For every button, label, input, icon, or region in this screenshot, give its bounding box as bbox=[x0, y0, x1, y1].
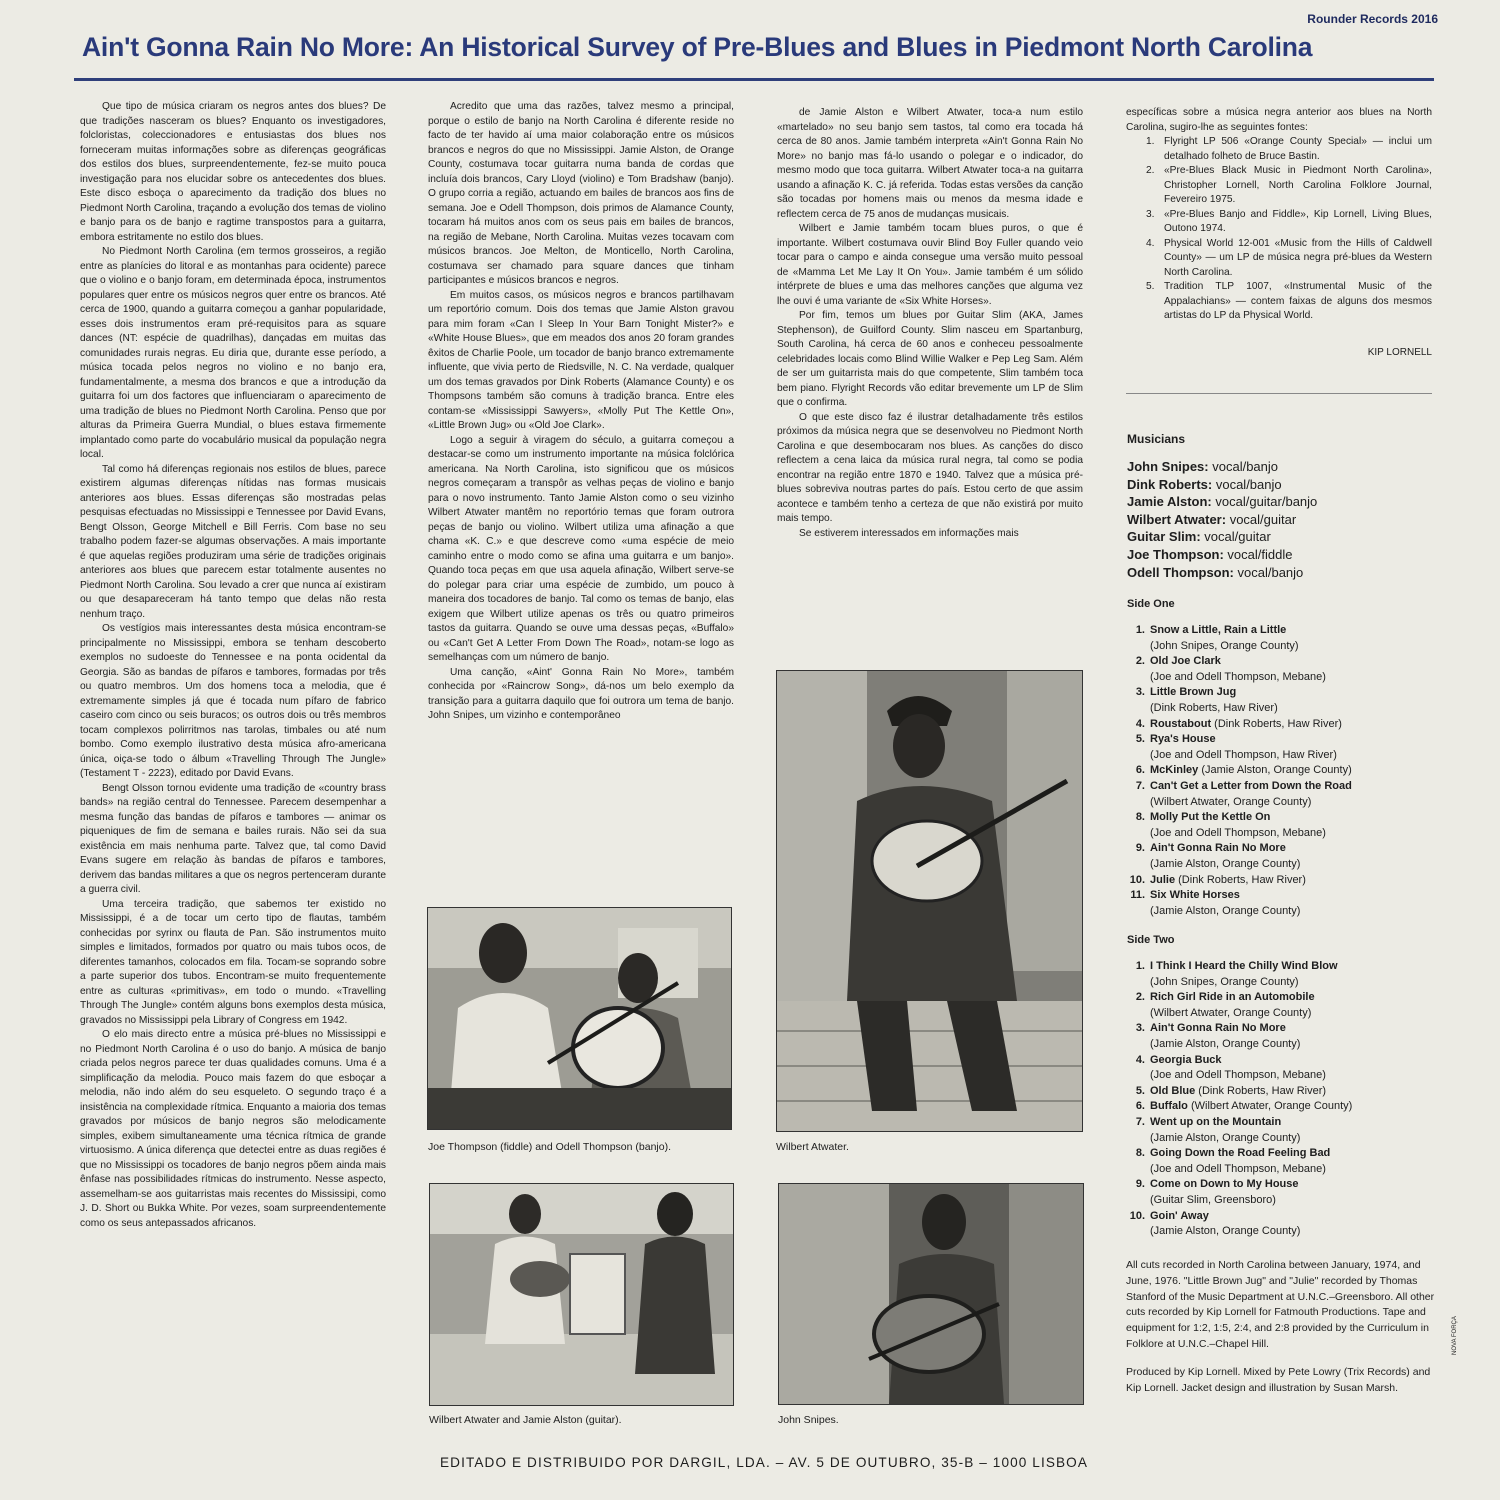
photo-atwater-alston bbox=[429, 1183, 734, 1406]
footer-distributor: EDITADO E DISTRIBUIDO POR DARGIL, LDA. – AV. 5 DE OUTUBRO, 35-B – 1000 LISBOA bbox=[440, 1455, 1089, 1470]
track-artist: (Dink Roberts, Haw River) bbox=[1214, 717, 1342, 730]
track-item bbox=[1127, 732, 1352, 763]
signature: KIP LORNELL bbox=[1367, 346, 1432, 358]
track-number: 9. bbox=[1135, 1178, 1145, 1191]
musicians-heading: Musicians bbox=[1127, 432, 1186, 446]
track-number: 1. bbox=[1135, 624, 1145, 636]
track-item bbox=[1127, 1053, 1352, 1084]
track-item bbox=[1127, 779, 1352, 810]
musician-row bbox=[1127, 528, 1317, 546]
track-number: 3. bbox=[1135, 1022, 1145, 1035]
track-item bbox=[1127, 873, 1352, 889]
track-artist: (Wilbert Atwater, Orange County) bbox=[1150, 795, 1312, 808]
track-title: Little Brown Jug bbox=[1150, 686, 1237, 699]
musician-row bbox=[1127, 493, 1317, 511]
track-artist: (Dink Roberts, Haw River) bbox=[1150, 701, 1278, 714]
track-number: 6. bbox=[1135, 764, 1145, 777]
musician-name: Odell Thompson: bbox=[1127, 564, 1234, 580]
side-one-tracks bbox=[1127, 623, 1352, 919]
catalog-number: Rounder Records 2016 bbox=[1307, 12, 1438, 26]
track-title: Ain't Gonna Rain No More bbox=[1150, 1022, 1286, 1035]
musician-name: Jamie Alston: bbox=[1127, 494, 1212, 510]
musician-row bbox=[1127, 511, 1317, 529]
track-title: Goin' Away bbox=[1150, 1209, 1209, 1222]
credits bbox=[1126, 1258, 1436, 1408]
paragraph: Bengt Olsson tornou evidente uma tradição de «country brass bands» na região central do Tennessee. Parecem desempenhar a mesma função das bandas de pífaros e tambores — animar os piqueniques de fim de semana e bailes rurais. Não sei da sua existência em mais nenhuma parte. Talvez que, tal como David Evans sugere em relação às bandas de pífaros e tambores, derivem das bandas militares a que os negros pertenceram durante a guerra civil. bbox=[80, 782, 386, 895]
musician-row bbox=[1127, 458, 1317, 476]
track-artist: (John Snipes, Orange County) bbox=[1150, 639, 1299, 652]
track-item bbox=[1127, 1084, 1352, 1100]
track-item bbox=[1127, 685, 1352, 716]
musician-name: Dink Roberts: bbox=[1127, 476, 1213, 492]
track-title: Julie bbox=[1150, 873, 1176, 886]
musician-row bbox=[1127, 476, 1317, 494]
musician-role: vocal/banjo bbox=[1233, 564, 1304, 580]
musician-role: vocal/fiddle bbox=[1223, 546, 1293, 562]
track-item bbox=[1127, 810, 1352, 841]
track-artist: (Jamie Alston, Orange County) bbox=[1150, 1225, 1301, 1238]
source-text: «Pre-Blues Banjo and Fiddle», Kip Lornell, Living Blues, Outono 1974. bbox=[1164, 208, 1432, 234]
track-title: Going Down the Road Feeling Bad bbox=[1150, 1147, 1331, 1160]
track-item bbox=[1127, 1021, 1352, 1052]
track-artist: (Joe and Odell Thompson, Haw River) bbox=[1150, 748, 1337, 761]
track-number: 8. bbox=[1135, 811, 1145, 824]
musician-role: vocal/guitar bbox=[1226, 511, 1297, 527]
paragraph: Acredito que uma das razões, talvez mesmo a principal, porque o estilo de banjo na North Carolina é diferente reside no facto de ter havido aí uma maior colaboração entre os músicos brancos e negros do que no Mississippi. Jamie Alston, de Orange County, costumava tocar guitarra numa banda de cordas que incluía dois brancos, Cary Lloyd (violino) e Tom Bradshaw (banjo). O grupo corria a região, actuando em bailes de brancos aos fins de semana. Joe e Odell Thompson, dois primos de Alamance County, tocaram há muitos anos com os seus pais em bailes de brancos, na região de Mebane, North Carolina. Muitas vezes tocavam com músicos brancos. Joe Melton, de Monticello, North Carolina, costumava ser chamado para square dances que tinham participantes e músicos brancos e negros. bbox=[428, 101, 734, 286]
photo-caption-atwater-alston: Wilbert Atwater and Jamie Alston (guitar). bbox=[429, 1414, 622, 1426]
track-number: 2. bbox=[1135, 655, 1145, 668]
track-item bbox=[1127, 763, 1352, 779]
photo-thompsons bbox=[427, 907, 732, 1130]
section-divider bbox=[1126, 393, 1432, 394]
track-title: I Think I Heard the Chilly Wind Blow bbox=[1150, 960, 1338, 972]
source-text: Flyright LP 506 «Orange County Special» — inclui um detalhado folheto de Bruce Bastin. bbox=[1164, 136, 1432, 162]
track-number: 10. bbox=[1129, 1209, 1145, 1222]
track-title: Can't Get a Letter from Down the Road bbox=[1150, 779, 1352, 792]
track-title: Old Joe Clark bbox=[1150, 655, 1221, 668]
track-number: 11. bbox=[1130, 889, 1145, 902]
musician-row bbox=[1127, 546, 1317, 564]
paragraph: Tal como há diferenças regionais nos estilos de blues, parece existirem algumas diferenças nítidas nas formas musicais anteriores aos blues. Essas diferenças são mostradas pelas pesquisas efectuadas no Mississippi e Tennessee por David Evans, Bengt Olsson, George Mitchell e Bill Ferris. Com base no seu trabalho podem fazer-se algumas observações. A mais importante é que aquelas regiões produziram uma série de tradições originais anteriores aos blues que parecem estar totalmente ausentes no Piedmont North Carolina. Sou levado a crer que nunca aí existiram ou que desapareceram há tanto tempo que delas não resta nenhum traço. bbox=[80, 463, 386, 620]
source-text: Physical World 12-001 «Music from the Hills of Caldwell County» — um LP de música negra pré-blues da Western North Carolina. bbox=[1164, 237, 1432, 278]
sources-list bbox=[1126, 135, 1432, 324]
side-two-tracks bbox=[1127, 959, 1352, 1240]
source-item bbox=[1146, 164, 1432, 208]
source-item bbox=[1146, 135, 1432, 164]
track-item bbox=[1127, 1099, 1352, 1115]
musician-role: vocal/banjo bbox=[1208, 459, 1279, 474]
track-artist: (Jamie Alston, Orange County) bbox=[1150, 857, 1301, 870]
track-artist: (Jamie Alston, Orange County) bbox=[1201, 764, 1352, 777]
paragraph: Em muitos casos, os músicos negros e brancos partilhavam um reportório comum. Dois dos temas que Jamie Alston gravou para mim foram «Can I Sleep In Your Barn Tonight Mister?» e «White House Blues», que em meados dos anos 20 foram grandes êxitos de Charlie Poole, um tocador de banjo branco extremamente influente, que vivia perto de Riedsville, N. C. Na verdade, qualquer um dos temas gravados por Dink Roberts (Alamance County) e os Thompsons também são comuns à tradição branca. Entre eles contam-se «Mississippi Sawyers», «Molly Put The Kettle On», «Little Brown Jug» ou «Old Joe Clark». bbox=[428, 289, 734, 431]
source-number: 5. bbox=[1146, 281, 1155, 292]
title-rule bbox=[74, 78, 1434, 81]
track-number: 7. bbox=[1135, 1115, 1145, 1128]
track-item bbox=[1127, 1209, 1352, 1240]
paragraph: O elo mais directo entre a música pré-blues no Mississippi e no Piedmont North Carolina é o uso do banjo. A música de banjo criada pelos negros parece ter duas qualidades comuns. Uma é a simplificação da melodia. Pouco mais fazem do que esboçar a melodia, não indo além do seu esqueleto. O segundo traço é a insistência na complexidade rítmica. Enquanto a maioria dos temas gravados por músicos de banjo negros são melodicamente simples, exibem simultaneamente uma técnica rítmica de grande virtuosismo. A única diferença que detectei entre as duas regiões é que no Mississippi os tocadores de banjo negros põem ainda mais ênfase nas possibilidades rítmicas do instrumento. Nesse aspecto, assemelham-se aos guitarristas mais recentes do Mississipi, como J. D. Short ou Bukka White. Por vezes, soam surpreendentemente como os seus antepassados africanos. bbox=[80, 1029, 386, 1229]
track-item bbox=[1127, 717, 1352, 733]
track-title: Snow a Little, Rain a Little bbox=[1150, 624, 1287, 636]
text-column-3 bbox=[777, 106, 1083, 541]
source-number: 3. bbox=[1146, 208, 1155, 220]
track-artist: (Joe and Odell Thompson, Mebane) bbox=[1150, 826, 1326, 839]
track-number: 2. bbox=[1135, 991, 1145, 1004]
credits-paragraph: All cuts recorded in North Carolina between January, 1974, and June, 1976. "Little Brown Jug" and "Julie" recorded by Thomas Stanford of the Music Department at U.N.C.–Greensboro. All other cuts recorded by Kip Lornell for Fatmouth Productions. Tape and equipment for 1:2, 1:5, 2:4, and 2:8 provided by the Curriculum in Folklore at U.N.C.–Chapel Hill. bbox=[1126, 1259, 1435, 1350]
side-stamp: NOVA FORÇA bbox=[1452, 1316, 1458, 1355]
track-number: 9. bbox=[1135, 842, 1145, 855]
track-item bbox=[1127, 1146, 1352, 1177]
track-artist: (Jamie Alston, Orange County) bbox=[1150, 1131, 1301, 1144]
track-number: 4. bbox=[1135, 717, 1145, 730]
source-number: 1. bbox=[1146, 136, 1155, 147]
track-title: Georgia Buck bbox=[1150, 1053, 1222, 1066]
paragraph: O que este disco faz é ilustrar detalhadamente três estilos próximos da música negra que se desenvolveu no Piedmont North Carolina e que desembocaram nos blues. As canções do disco reflectem a cena laica da música rural negra, tal como se podia encontrar na região entre 1870 e 1940. Talvez que a música pré-blues sobreviva noutras partes do país. Estou certo de que assim acontece e também tenho a certeza de que não existirá por muito mais tempo. bbox=[777, 411, 1083, 524]
track-title: Come on Down to My House bbox=[1150, 1178, 1299, 1191]
photo-john-snipes bbox=[778, 1183, 1084, 1405]
track-number: 4. bbox=[1135, 1053, 1145, 1066]
track-number: 1. bbox=[1135, 960, 1145, 972]
track-number: 5. bbox=[1135, 1084, 1145, 1097]
page-title: Ain't Gonna Rain No More: An Historical Survey of Pre-Blues and Blues in Piedmont North Carolina bbox=[82, 32, 1313, 62]
track-title: Ain't Gonna Rain No More bbox=[1150, 842, 1286, 855]
track-artist: (Jamie Alston, Orange County) bbox=[1150, 1037, 1301, 1050]
paragraph: Logo a seguir à viragem do século, a guitarra começou a destacar-se como um instrumento importante na música folclórica americana. Na North Carolina, isto significou que os músicos negros começaram a transpôr as velhas peças de violino e banjo para o novo instrumento. Tanto Jamie Alston como o seu vizinho Wilbert Atwater mantêm no reportório temas que foram outrora peças de banjo ou violino. Wilbert utiliza uma afinação a que chama «K. C.» e que descreve como «uma espécie de meio caminho entre o modo como se afina uma guitarra e um banjo». Quando toca peças em que usa aquela afinação, Wilbert serve-se do polegar para criar uma espécie de zumbido, um pouco à maneira dos tocadores de banjo. Tal como os temas de banjo, elas exigem que Wilbert utilize apenas os três ou quatro primeiros tastos da guitarra. Quando se ouve uma dessas peças, «Buffalo» ou «Can't Get A Letter From Down The Road», notam-se logo as semelhanças com um número de banjo. bbox=[428, 434, 734, 663]
track-artist: (Dink Roberts, Haw River) bbox=[1178, 873, 1306, 886]
paragraph: Uma terceira tradição, que sabemos ter existido no Mississippi, é a de tocar um certo tipo de flautas, também conhecidas por syrinx ou flauta de Pan. São instrumentos muito simples e limitados, formados por quatro ou mais tubos ocos, de diferentes tamanhos, colocados em fila. Tocam-se soprando sobre a parte superior dos tubos. Encontram-se muito frequentemente entre as culturas «primitivas», em todo o mundo. «Travelling Through The Jungle» contém alguns bons exemplos desta música, gravados no Mississippi pela Library of Congress em 1942. bbox=[80, 898, 386, 1026]
track-number: 10. bbox=[1129, 873, 1145, 886]
source-number: 4. bbox=[1146, 237, 1155, 249]
track-title: Six White Horses bbox=[1150, 889, 1240, 902]
musician-name: Joe Thompson: bbox=[1127, 546, 1224, 562]
track-item bbox=[1127, 990, 1352, 1021]
track-item bbox=[1127, 1115, 1352, 1146]
track-number: 3. bbox=[1135, 686, 1145, 699]
track-item bbox=[1127, 654, 1352, 685]
paragraph: Uma canção, «Aint' Gonna Rain No More», também conhecida por «Raincrow Song», dá-nos um belo exemplo da transição para a guitarra daquilo que foi outrora um tema de banjo. John Snipes, um vizinho e contemporâneo bbox=[428, 666, 734, 721]
track-artist: (Jamie Alston, Orange County) bbox=[1150, 904, 1301, 917]
musicians-list bbox=[1127, 458, 1317, 581]
track-artist: (Wilbert Atwater, Orange County) bbox=[1190, 1100, 1353, 1113]
track-number: 7. bbox=[1135, 779, 1145, 792]
track-artist: (John Snipes, Orange County) bbox=[1150, 975, 1299, 988]
track-title: Buffalo bbox=[1150, 1100, 1188, 1113]
musician-name: John Snipes: bbox=[1127, 459, 1209, 474]
track-number: 8. bbox=[1135, 1147, 1145, 1160]
track-title: McKinley bbox=[1150, 764, 1199, 777]
track-title: Rya's House bbox=[1150, 733, 1216, 746]
track-number: 5. bbox=[1135, 733, 1145, 746]
track-title: Rich Girl Ride in an Automobile bbox=[1150, 991, 1315, 1004]
track-artist: (Joe and Odell Thompson, Mebane) bbox=[1150, 670, 1326, 683]
photo-caption-atwater: Wilbert Atwater. bbox=[776, 1141, 849, 1153]
track-item bbox=[1127, 841, 1352, 872]
track-artist: (Wilbert Atwater, Orange County) bbox=[1150, 1006, 1312, 1019]
track-item bbox=[1127, 888, 1352, 919]
source-text: «Pre-Blues Black Music in Piedmont North Carolina», Christopher Lornell, North Carolina Folklore Journal, Fevereiro 1975. bbox=[1164, 165, 1432, 205]
text-column-4 bbox=[1126, 106, 1432, 360]
credits-paragraph: Produced by Kip Lornell. Mixed by Pete Lowry (Trix Records) and Kip Lornell. Jacket design and illustration by Susan Marsh. bbox=[1126, 1365, 1431, 1394]
source-text: Tradition TLP 1007, «Instrumental Music of the Appalachians» — contem faixas de alguns dos mesmos artistas do LP da Physical World. bbox=[1164, 281, 1432, 321]
paragraph: Wilbert e Jamie também tocam blues puros, o que é importante. Wilbert costumava ouvir Blind Boy Fuller quando veio tocar para o campo e ainda consegue uma versão muito pessoal de «Mamma Let Me Lay It On You». Jamie também é um sólido intérprete de blues e uma das melhores canções que alguma vez lhe ouvi é uma variante de «Six White Horses». bbox=[777, 223, 1083, 307]
track-number: 6. bbox=[1135, 1100, 1145, 1113]
track-title: Roustabout bbox=[1150, 717, 1212, 730]
track-item bbox=[1127, 1177, 1352, 1208]
source-number: 2. bbox=[1146, 165, 1155, 176]
paragraph: Se estiverem interessados em informações mais bbox=[799, 527, 1019, 539]
track-item bbox=[1127, 623, 1352, 654]
track-artist: (Joe and Odell Thompson, Mebane) bbox=[1150, 1162, 1326, 1175]
track-artist: (Dink Roberts, Haw River) bbox=[1198, 1084, 1327, 1097]
paragraph: Por fim, temos um blues por Guitar Slim (AKA, James Stephenson), de Guilford County. Slim nasceu em Spartanburg, South Carolina, há cerca de 60 anos e conheceu pessoalmente celebridades locais como Blind Willie Walker e Pep Leg Sam. Além de ser um guitarrista mais do que competente, Slim também toca bem piano. Flyright Records vão editar brevemente um LP de Slim que o confirma. bbox=[777, 310, 1083, 408]
musician-role: vocal/guitar/banjo bbox=[1211, 494, 1318, 510]
track-title: Molly Put the Kettle On bbox=[1150, 811, 1271, 824]
text-column-2 bbox=[428, 100, 734, 724]
track-title: Went up on the Mountain bbox=[1150, 1115, 1282, 1128]
musician-name: Guitar Slim: bbox=[1127, 529, 1201, 545]
source-item bbox=[1146, 280, 1432, 324]
track-title: Old Blue bbox=[1150, 1084, 1196, 1097]
photo-wilbert-atwater bbox=[776, 670, 1083, 1132]
sources-intro: específicas sobre a música negra anterior aos blues na North Carolina, sugiro-lhe as seguintes fontes: bbox=[1126, 107, 1432, 133]
source-item bbox=[1146, 237, 1432, 281]
track-artist: (Joe and Odell Thompson, Mebane) bbox=[1150, 1069, 1326, 1082]
text-column-1 bbox=[80, 100, 386, 1231]
paragraph: de Jamie Alston e Wilbert Atwater, toca-a num estilo «martelado» no seu banjo sem tastos, tal como era tocada há cerca de 80 anos. Jamie também interpreta «Ain't Gonna Rain No More» no banjo mas fá-lo usando o polegar e o indicador, do mesmo modo que toca guitarra. Wilbert Atwater toca-a na guitarra usando a afinação K. C. já referida. Todas estas versões da canção são tocadas por homens mais ou menos da mesma idade e reflectem cerca de 75 anos de mudanças musicais. bbox=[777, 107, 1083, 220]
photo-caption-snipes: John Snipes. bbox=[778, 1414, 839, 1426]
paragraph: Que tipo de música criaram os negros antes dos blues? De que tradições nasceram os blues? Enquanto os investigadores, folcloristas, coleccionadores e entusiastas dos blues nos forneceram muitas informações sobre as diferenças geográficas dos estilos dos blues, surpreendentemente, fez-se muito pouca investigação para nos elucidar sobre os antecedentes dos blues. Este disco esboça o aparecimento da tradição dos blues no Piedmont North Carolina, traçando a evolução dos temas de violino e banjo para os de banjo e ragtime transpostos para a guitarra, embora estritamente no estilo dos blues. bbox=[80, 101, 386, 243]
track-artist: (Guitar Slim, Greensboro) bbox=[1150, 1193, 1276, 1206]
musician-role: vocal/banjo bbox=[1212, 476, 1282, 492]
musician-row bbox=[1127, 564, 1317, 582]
photo-caption-thompsons: Joe Thompson (fiddle) and Odell Thompson (banjo). bbox=[428, 1141, 671, 1153]
musician-role: vocal/guitar bbox=[1200, 529, 1271, 545]
side-two-heading: Side Two bbox=[1127, 934, 1175, 946]
paragraph: Os vestígios mais interessantes desta música encontram-se principalmente no Mississippi, embora se tenham descoberto exemplos no sudoeste do Tennessee e na ponta ocidental da Georgia. São as bandas de pífaros e tambores, formadas por três ou quatro membros. Um dos homens toca a melodia, que é extremamente simples já que é tocada num pífaro de fabrico caseiro com cinco ou seis buracos; os outros dois ou três membros tocam complexos polirritmos nas tarolas, timbales ou até num bombo. Como exemplo ilustrativo desta música afro-americana única, oiça-se todo o álbum «Travelling Through The Jungle» (Testament T - 2223), editado por David Evans. bbox=[80, 623, 386, 779]
track-item bbox=[1127, 959, 1352, 990]
source-item bbox=[1146, 208, 1432, 237]
paragraph: No Piedmont North Carolina (em termos grosseiros, a região entre as planícies do litoral e as montanhas para ocidente) parece que o violino e o banjo foram, em determinada época, instrumentos populares quer entre os músicos negros quer entre os brancos. Até cerca de 1900, quando a guitarra começou a ganhar popularidade, esses dois instrumentos eram pré-requisitos para as square dances (NT: espécie de quadrilhas), dançadas em muitas das comunidades rurais negras. Eu diria que, durante esse período, a música tocada pelos negros no violino e no banjo era, fundamentalmente, a mesma dos brancos e que a introdução da guitarra foi um dos factores que influenciaram o aparecimento de uma tradição de blues no Piedmont North Carolina. Penso que por alturas da Primeira Guerra Mundial, o blues estava firmemente implantado como parte do vocabulário musical da população negra local. bbox=[80, 246, 386, 460]
musician-name: Wilbert Atwater: bbox=[1127, 511, 1227, 527]
side-one-heading: Side One bbox=[1127, 598, 1175, 610]
